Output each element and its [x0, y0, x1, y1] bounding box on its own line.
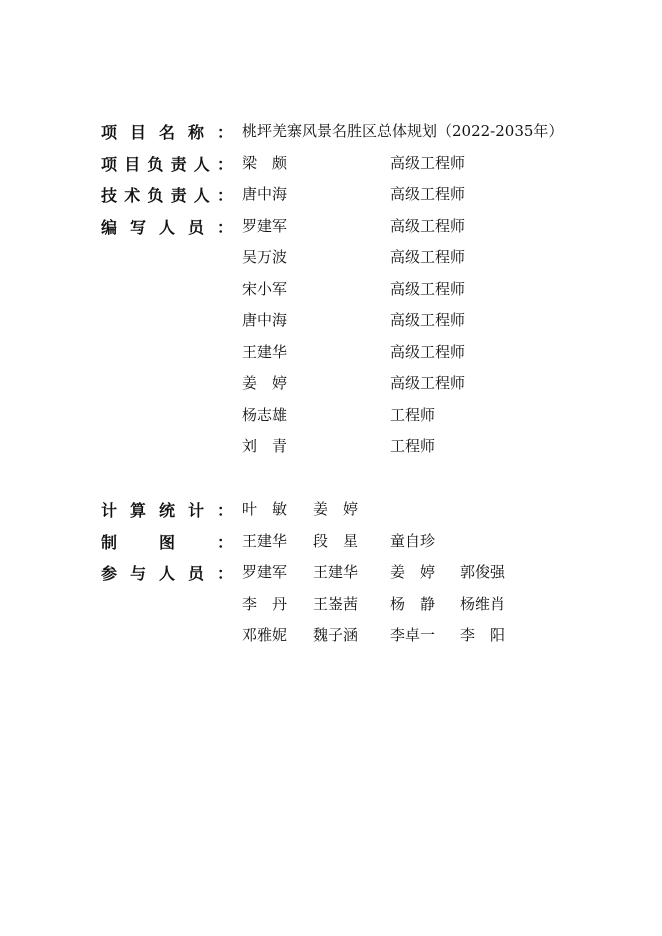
participant-name: 杨维肖 [460, 595, 506, 613]
writer-name: 唐中海 [242, 311, 288, 329]
writer-title: 高级工程师 [390, 374, 466, 392]
writer-title: 工程师 [390, 437, 436, 455]
participant-name: 李 丹 [242, 595, 288, 613]
writer-name: 吴万波 [242, 248, 288, 266]
participant-name: 郭俊强 [460, 563, 506, 581]
project-lead-label: 项 目 负 责 人 ： [101, 154, 233, 174]
tech-lead-title: 高级工程师 [390, 185, 466, 203]
participants-label: 参 与 人 员 ： [101, 563, 233, 583]
writers-label: 编 写 人 员 ： [101, 217, 233, 237]
writer-name: 罗建军 [242, 217, 288, 235]
participant-name: 罗建军 [242, 563, 288, 581]
project-name-label: 项 目 名 称 ： [101, 122, 233, 142]
participant-name: 魏子涵 [313, 626, 359, 644]
writer-title: 高级工程师 [390, 217, 466, 235]
drafting-name: 段 星 [313, 532, 359, 550]
project-lead-title: 高级工程师 [390, 154, 466, 172]
writer-name: 杨志雄 [242, 406, 288, 424]
writer-title: 高级工程师 [390, 311, 466, 329]
drafting-name: 王建华 [242, 532, 288, 550]
drafting-label: 制 图 ： [101, 532, 233, 552]
drafting-name: 童自珍 [390, 532, 436, 550]
participant-name: 杨 静 [390, 595, 436, 613]
participant-name: 李 阳 [460, 626, 506, 644]
participant-name: 姜 婷 [390, 563, 436, 581]
writer-title: 工程师 [390, 406, 436, 424]
tech-lead-name: 唐中海 [242, 185, 288, 203]
writer-name: 姜 婷 [242, 374, 288, 392]
writer-name: 王建华 [242, 343, 288, 361]
writer-name: 刘 青 [242, 437, 288, 455]
statistics-name: 姜 婷 [313, 500, 359, 518]
statistics-name: 叶 敏 [242, 500, 288, 518]
participant-name: 王崟茜 [313, 595, 359, 613]
participant-name: 李卓一 [390, 626, 436, 644]
project-lead-name: 梁 颇 [242, 154, 288, 172]
tech-lead-label: 技 术 负 责 人 ： [101, 185, 233, 205]
writer-title: 高级工程师 [390, 343, 466, 361]
writer-title: 高级工程师 [390, 248, 466, 266]
statistics-label: 计 算 统 计 ： [101, 500, 233, 520]
writer-title: 高级工程师 [390, 280, 466, 298]
participant-name: 王建华 [313, 563, 359, 581]
writer-name: 宋小军 [242, 280, 288, 298]
project-name-value: 桃坪羌寨风景名胜区总体规划（2022-2035年） [242, 122, 564, 140]
participant-name: 邓雅妮 [242, 626, 288, 644]
